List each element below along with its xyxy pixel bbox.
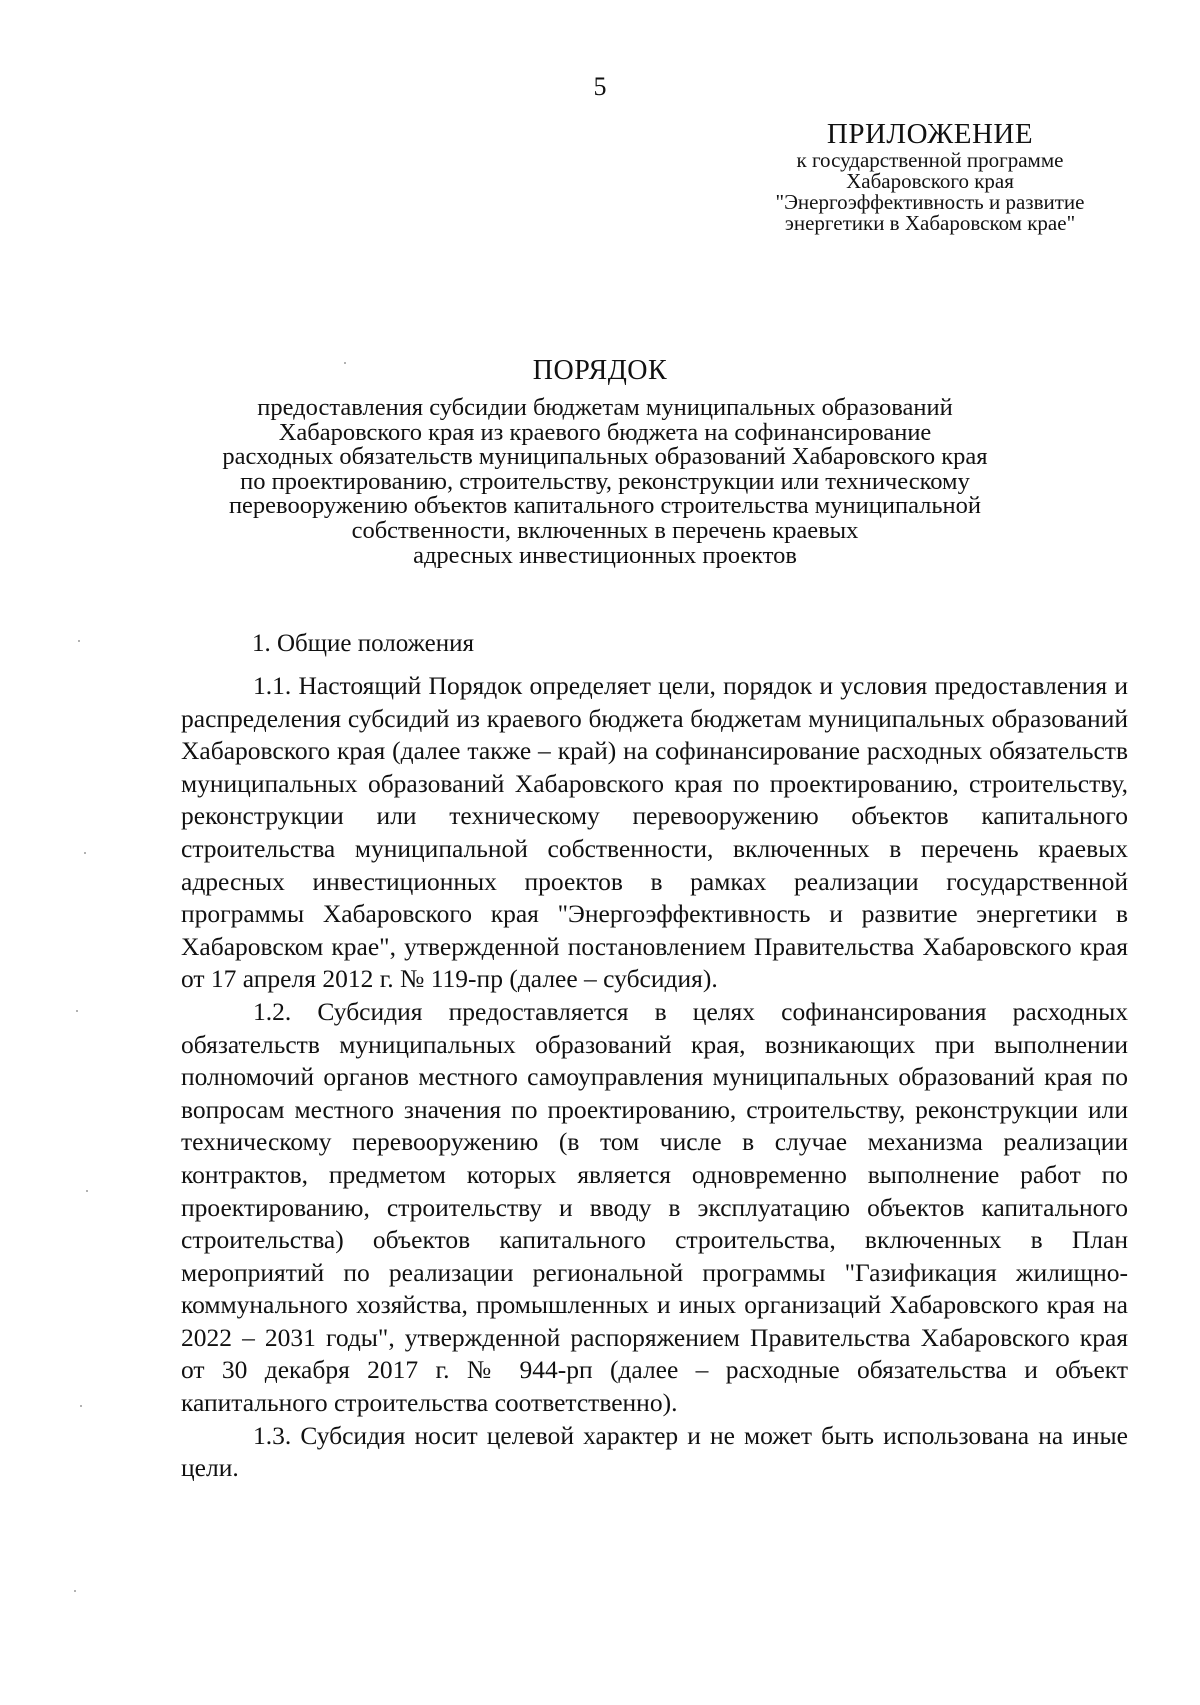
appendix-line: к государственной программе <box>796 148 1064 172</box>
section-body <box>181 670 1128 1485</box>
scan-speck <box>74 1590 76 1592</box>
page-number: 5 <box>593 72 607 101</box>
appendix-line: энергетики в Хабаровском крае" <box>784 211 1076 235</box>
scan-speck <box>80 1405 82 1407</box>
document-subtitle <box>160 396 1050 568</box>
scan-speck <box>76 1010 78 1012</box>
subtitle-line: адресных инвестиционных проектов <box>413 541 797 569</box>
scan-speck <box>86 1190 88 1192</box>
subtitle-line: Хабаровского края из краевого бюджета на софинансирование <box>278 418 932 446</box>
appendix-title: ПРИЛОЖЕНИЕ <box>826 118 1034 150</box>
appendix-line: "Энергоэффективность и развитие <box>775 190 1085 214</box>
scan-speck <box>344 362 346 364</box>
paragraph-1-3: 1.3. Субсидия носит целевой характер и не может быть использована на иные цели. <box>181 1420 1128 1483</box>
scan-speck <box>84 852 86 854</box>
subtitle-line: расходных обязательств муниципальных образований Хабаровского края <box>222 443 988 471</box>
appendix-line: Хабаровского края <box>846 169 1014 193</box>
scan-speck <box>78 640 80 642</box>
appendix-block <box>730 118 1130 234</box>
subtitle-line: по проектированию, строительству, реконструкции или техническому <box>240 467 970 495</box>
document-title: ПОРЯДОК <box>532 355 668 386</box>
subtitle-line: собственности, включенных в перечень краевых <box>351 516 859 544</box>
paragraph-1-1: 1.1. Настоящий Порядок определяет цели, порядок и условия предоставления и распределения субсидий из краевого бюджета бюджетам муниципальных образований Хабаровского края (далее также – край) на софинансирование расходных обязательств муниципальных образований Хабаровского края по проектированию, строительству, реконструкции или техническому перевооружению объектов капитального строительства муниципальной собственности, включенных в перечень краевых адресных инвестиционных проектов в рамках реализации государственной программы Хабаровского края "Энергоэффективность и развитие энергетики в Хабаровском крае", утвержденной постановлением Правительства Хабаровского края от 17 апреля 2012 г. № 119-пр (далее – субсидия). <box>181 671 1128 994</box>
paragraph-1-2: 1.2. Субсидия предоставляется в целях софинансирования расходных обязательств муниципальных образований края, возникающих при выполнении полномочий органов местного самоуправления муниципальных образований края по вопросам местного значения по проектированию, строительству, реконструкции или техническому перевооружению (в том числе в случае механизма реализации контрактов, предметом которых является одновременно выполнение работ по проектированию, строительству и вводу в эксплуатацию объектов капитального строительства) объектов капитального строительства, включенных в План мероприятий по реализации региональной программы "Газификация жилищно-коммунального хозяйства, промышленных и иных организаций Хабаровского края на 2022 – 2031 годы", утвержденной распоряжением Правительства Хабаровского края от 30 декабря 2017 г. № 944-рп (далее – расходные обязательства и объект капитального строительства соответственно). <box>181 996 1128 1418</box>
subtitle-line: перевооружению объектов капитального строительства муниципальной <box>228 492 982 520</box>
subtitle-line: предоставления субсидии бюджетам муниципальных образований <box>257 394 953 421</box>
section-heading: 1. Общие положения <box>252 630 474 657</box>
